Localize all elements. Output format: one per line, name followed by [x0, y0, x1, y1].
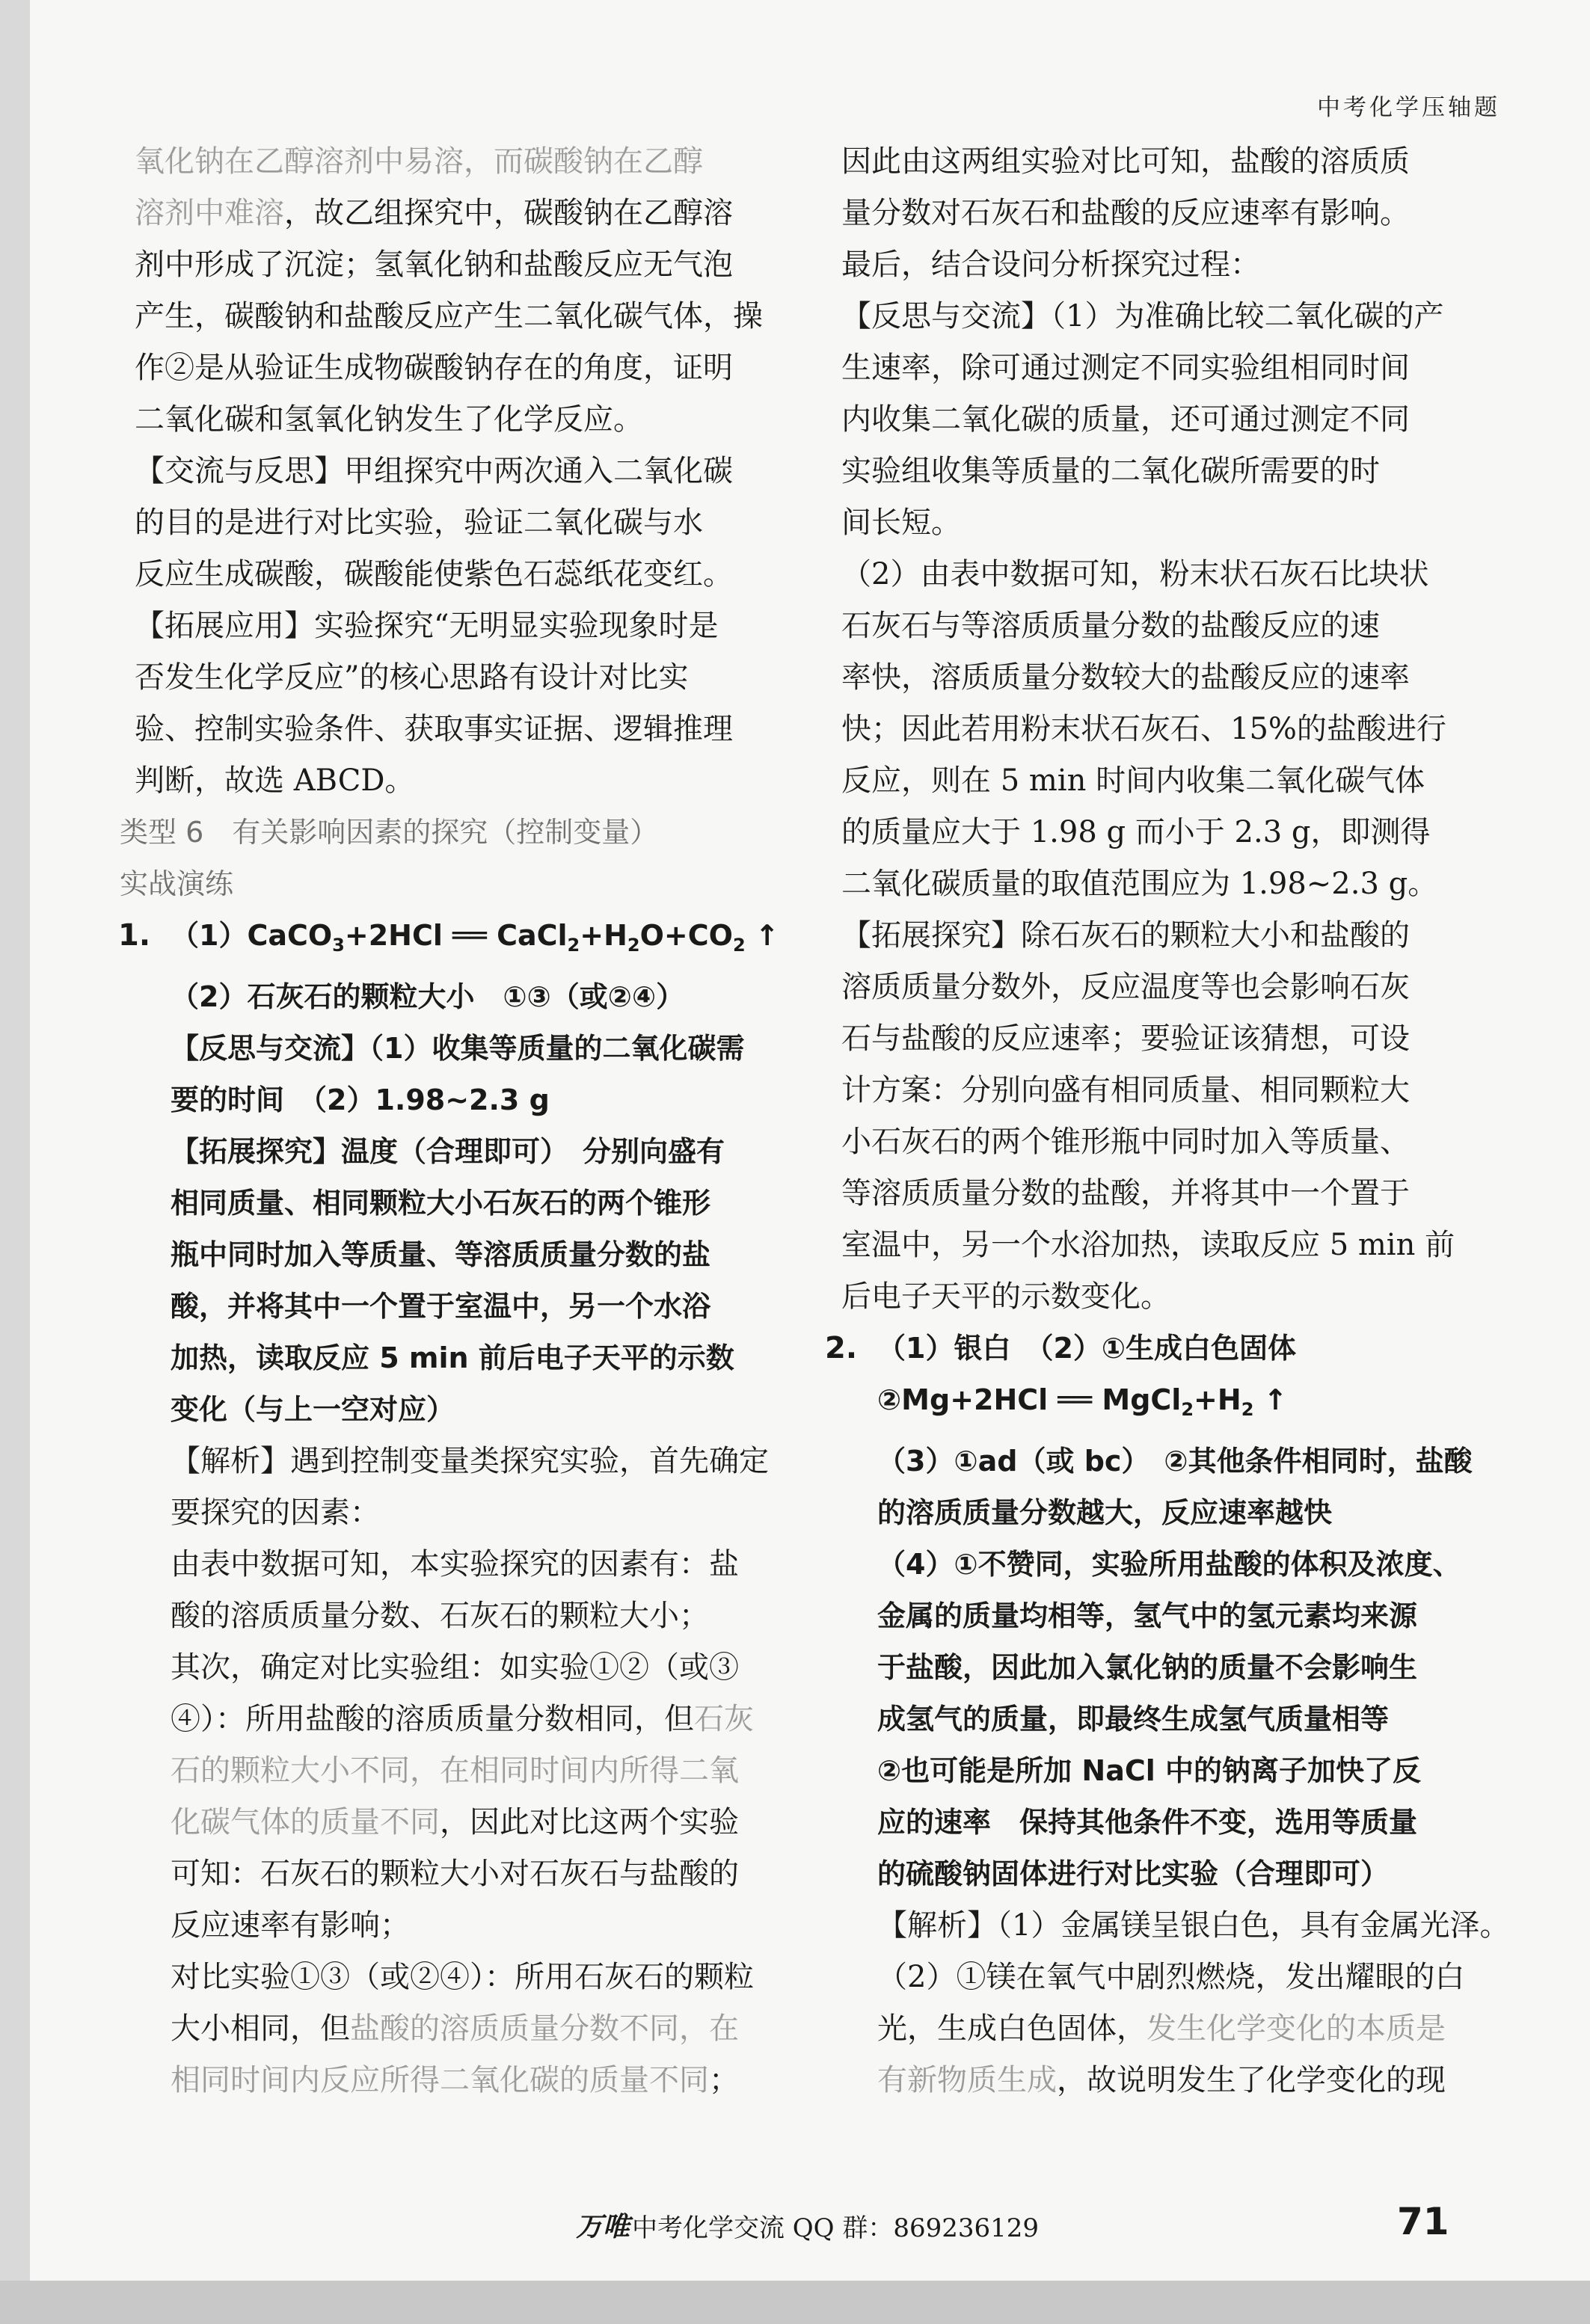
q1-answers [171, 971, 759, 1436]
analysis-line [171, 1952, 759, 2003]
text-span: ，故乙组探究中，碳酸钠在乙醇溶 [284, 196, 733, 230]
text-span: （2）①镁在氧气中剧烈燃烧，发出耀眼的白 [877, 1960, 1465, 1994]
question-number: 1. [118, 918, 151, 953]
analysis-line [171, 2055, 759, 2106]
text-line: 石灰石与等溶质质量分数的盐酸反应的速 [841, 609, 1380, 643]
highlighted-text: 石灰 [694, 1702, 754, 1736]
text-span: 对比实验①③（或②④）：所用石灰石的颗粒 [171, 1960, 754, 1994]
text-span: 酸的溶质质量分数、石灰石的颗粒大小； [171, 1599, 709, 1633]
q2-analysis [877, 1900, 1510, 2106]
text-line: 【拓展应用】实验探究“无明显实验现象时是 [135, 609, 719, 643]
text-line: 生速率，除可通过测定不同实验组相同时间 [841, 351, 1410, 385]
text-line [135, 291, 763, 342]
reflection-paragraph [135, 446, 759, 600]
text-span: 大小相同，但 [171, 2011, 350, 2046]
answer-line: ②也可能是所加 NaCl 中的钠离子加快了反 [877, 1754, 1421, 1787]
analysis-line [171, 1487, 759, 1539]
answer-line: （3）①ad（或 bc） ②其他条件相同时，盐酸 [877, 1445, 1473, 1478]
text-line [135, 239, 759, 291]
highlighted-text: 溶剂中难溶 [135, 196, 284, 230]
analysis-line [171, 1797, 759, 1848]
brand-logo: 万唯 [576, 2212, 630, 2242]
page-number: 71 [1397, 2200, 1449, 2243]
text-line: 石与盐酸的反应速率；要验证该猜想，可设 [841, 1021, 1410, 1056]
answer-line: 【反思与交流】（1）收集等质量的二氧化碳需 [171, 1032, 745, 1065]
answer-line: 的硫酸钠固体进行对比实验（合理即可） [877, 1857, 1390, 1890]
text-line [135, 394, 759, 446]
text-line: 否发生化学反应”的核心思路有设计对比实 [135, 660, 689, 695]
text-line: 反应生成碳酸，碳酸能使紫色石蕊纸花变红。 [135, 557, 733, 591]
text-line: 因此由这两组实验对比可知，盐酸的溶质质 [841, 144, 1410, 179]
text-span: 二氧化碳和氢氧化钠发生了化学反应。 [135, 402, 643, 437]
text-line: 计方案：分别向盛有相同质量、相同颗粒大 [841, 1073, 1410, 1107]
text-span: 光，生成白色固体， [877, 2011, 1147, 2046]
analysis-continuation [841, 136, 1466, 291]
text-line: 后电子天平的示数变化。 [841, 1279, 1170, 1314]
analysis-line [877, 2003, 1466, 2055]
answer-line: 瓶中同时加入等质量、等溶质质量分数的盐 [171, 1238, 711, 1271]
text-line: 二氧化碳质量的取值范围应为 1.98~2.3 g。 [841, 867, 1438, 901]
answer-line: 【拓展探究】温度（合理即可） 分别向盛有 [171, 1135, 725, 1168]
answer-line: 应的速率 保持其他条件不变，选用等质量 [877, 1806, 1418, 1839]
text-span: ，因此对比这两个实验 [440, 1805, 739, 1839]
text-line: （2）由表中数据可知，粉末状石灰石比块状 [841, 557, 1429, 591]
q1-analysis [171, 1436, 769, 2106]
answer-line: 成氢气的质量，即最终生成氢气质量相等 [877, 1703, 1390, 1736]
text-span: 剂中形成了沉淀；氢氧化钠和盐酸反应无气泡 [135, 248, 733, 282]
text-line: 内收集二氧化碳的质量，还可通过测定不同 [841, 402, 1410, 437]
answer-line: （2）石灰石的颗粒大小 ①③（或②④） [171, 980, 685, 1013]
answer-line: 的溶质质量分数越大，反应速率越快 [877, 1496, 1333, 1529]
text-line [135, 188, 759, 239]
text-line: 快；因此若用粉末状石灰石、15%的盐酸进行 [841, 712, 1446, 746]
highlighted-text: 盐酸的溶质质量分数不同，在 [350, 2011, 739, 2046]
footer [0, 2200, 1590, 2251]
text-span: 其次，确定对比实验组：如实验①②（或③ [171, 1650, 739, 1685]
text-span: 要探究的因素： [171, 1495, 380, 1530]
intro-paragraph [135, 136, 763, 446]
text-line: 验、控制实验条件、获取事实证据、逻辑推理 [135, 712, 733, 746]
highlighted-text: 有新物质生成 [877, 2063, 1057, 2097]
answer-line: 要的时间 （2）1.98~2.3 g [171, 1083, 550, 1116]
q2-answers [877, 1436, 1473, 1900]
text-line: 室温中，另一个水浴加热，读取反应 5 min 前 [841, 1228, 1455, 1262]
analysis-line [171, 1642, 759, 1694]
analysis-line [171, 2003, 759, 2055]
reflection-analysis [841, 291, 1466, 549]
highlighted-text: 发生化学变化的本质是 [1147, 2011, 1446, 2046]
scan-edge-left [0, 0, 30, 2324]
text-span: 【解析】（1）金属镁呈银白色，具有金属光泽。 [877, 1908, 1510, 1943]
analysis-line [171, 1900, 759, 1952]
answer-line: 金属的质量均相等，氢气中的氢元素均来源 [877, 1599, 1418, 1632]
extension-paragraph [135, 600, 759, 807]
text-line: 等溶质质量分数的盐酸，并将其中一个置于 [841, 1176, 1410, 1211]
text-span: ； [709, 2063, 739, 2097]
text-line: 的目的是进行对比实验，验证二氧化碳与水 [135, 505, 703, 540]
text-line: 溶质质量分数外，反应温度等也会影响石灰 [841, 970, 1410, 1004]
question-1 [118, 910, 779, 2106]
extension-analysis [841, 910, 1466, 1323]
text-line: 反应，则在 5 min 时间内收集二氧化碳气体 [841, 763, 1425, 798]
question-2 [825, 1323, 1510, 2106]
analysis-line [877, 1952, 1466, 2003]
answer-line: 变化（与上一空对应） [171, 1393, 455, 1426]
highlighted-text: 相同时间内反应所得二氧化碳的质量不同 [171, 2063, 709, 2097]
scan-edge-bottom [0, 2281, 1590, 2324]
running-header: 中考化学压轴题 [1317, 94, 1500, 121]
answer-line: 于盐酸，因此加入氯化钠的质量不会影响生 [877, 1651, 1418, 1684]
text-span: 作②是从验证生成物碳酸钠存在的角度，证明 [135, 351, 733, 385]
text-line: 最后，结合设问分析探究过程： [841, 248, 1260, 282]
answer-line: 加热，读取反应 5 min 前后电子天平的示数 [171, 1341, 734, 1374]
section-title: 类型 6 有关影响因素的探究（控制变量） [120, 816, 659, 849]
q2-equation: ②Mg+2HCl ══ $MgCl_2+H_2$ ↑ [877, 1383, 1288, 1420]
q2-line1: 2. （1）银白 （2）①生成白色固体 [877, 1323, 1466, 1374]
analysis-line [171, 1590, 759, 1642]
highlighted-text: 化碳气体的质量不同 [171, 1805, 440, 1839]
text-span: 产生，碳酸钠和盐酸反应产生二氧化碳气体，操 [135, 299, 763, 333]
text-line: 【交流与反思】甲组探究中两次通入二氧化碳 [135, 454, 733, 488]
analysis-line [171, 1694, 759, 1745]
text-span: 可知：石灰石的颗粒大小对石灰石与盐酸的 [171, 1857, 739, 1891]
text-line [135, 136, 759, 188]
analysis-line [171, 1436, 769, 1487]
analysis-line [877, 2055, 1466, 2106]
text-line: 判断，故选 ABCD。 [135, 763, 415, 798]
q1-equation: 1. （1）CaCO$_3$+2HCl ══ $CaCl_2+H_2O+CO_2$ ↑ [171, 910, 759, 971]
right-column [825, 136, 1510, 2106]
text-span: 由表中数据可知，本实验探究的因素有：盐 [171, 1547, 739, 1581]
data-analysis [841, 549, 1466, 910]
text-line: 实验组收集等质量的二氧化碳所需要的时 [841, 454, 1380, 488]
answer-line: 酸，并将其中一个置于室温中，另一个水浴 [171, 1290, 711, 1323]
analysis-line [171, 1745, 759, 1797]
text-line: 【拓展探究】除石灰石的颗粒大小和盐酸的 [841, 918, 1410, 953]
text-line: 的质量应大于 1.98 g 而小于 2.3 g，即测得 [841, 815, 1431, 849]
highlighted-text: 石的颗粒大小不同，在相同时间内所得二氧 [171, 1753, 739, 1788]
section-subtitle: 实战演练 [120, 867, 234, 900]
text-line [135, 342, 759, 394]
footer-text: 中考化学交流 QQ 群：869236129 [632, 2213, 1040, 2243]
text-span: ，故说明发生了化学变化的现 [1057, 2063, 1446, 2097]
text-line: 【反思与交流】（1）为准确比较二氧化碳的产 [841, 299, 1444, 333]
highlighted-text: 氧化钠在乙醇溶剂中易溶，而碳酸钠在乙醇 [135, 144, 703, 179]
text-line: 量分数对石灰石和盐酸的反应速率有影响。 [841, 196, 1410, 230]
text-line: 间长短。 [841, 505, 961, 540]
text-span: 反应速率有影响； [171, 1908, 410, 1943]
analysis-line [171, 1848, 759, 1900]
text-line: 小石灰石的两个锥形瓶中同时加入等质量、 [841, 1125, 1410, 1159]
answer-line: （4）①不赞同，实验所用盐酸的体积及浓度、 [877, 1548, 1461, 1581]
question-number: 2. [825, 1331, 858, 1365]
analysis-line [171, 1539, 759, 1590]
answer-line: 相同质量、相同颗粒大小石灰石的两个锥形 [171, 1187, 711, 1220]
text-line: 率快，溶质质量分数较大的盐酸反应的速率 [841, 660, 1410, 695]
analysis-line [877, 1900, 1510, 1952]
text-span: 【解析】遇到控制变量类探究实验，首先确定 [171, 1444, 769, 1478]
text-span: ④）：所用盐酸的溶质质量分数相同，但 [171, 1702, 694, 1736]
left-column [118, 136, 779, 2106]
